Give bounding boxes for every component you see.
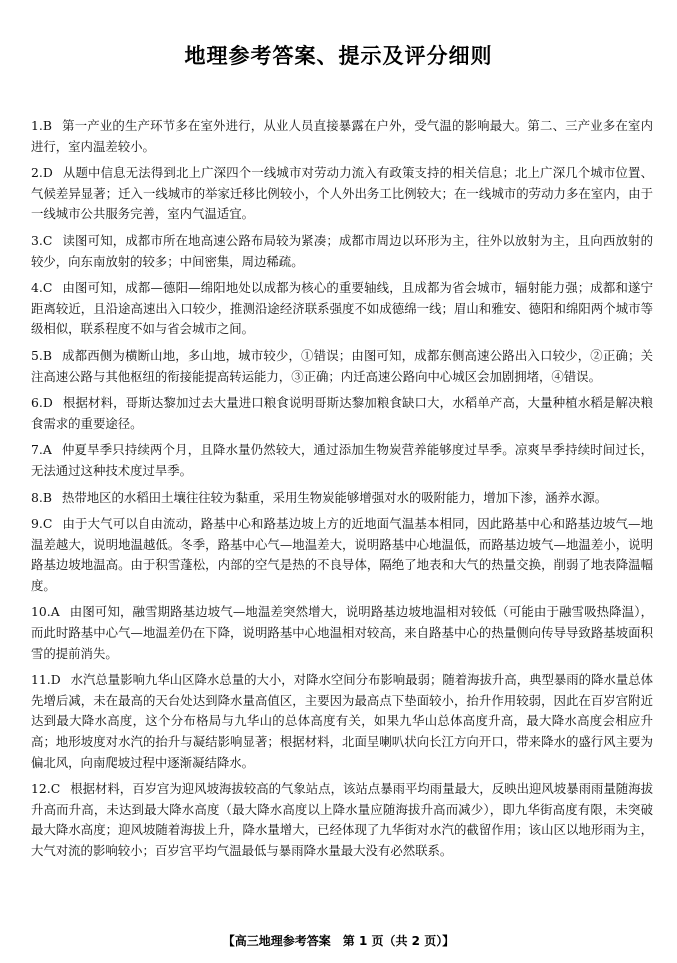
answer-explanation: 成都西侧为横断山地，多山地，城市较少，①错误；由图可知，成都东侧高速公路出入口较少，②正确；关注高速公路与其他枢纽的衔接能提高转运能力，③正确；内迁高速公路向中心城区会加剧拥堵，④错误。 (31, 347, 653, 384)
answer-item (31, 393, 653, 434)
answer-number: 3.C (31, 232, 53, 248)
answer-number: 12.C (31, 781, 61, 797)
answer-explanation: 第一产业的生产环节多在室外进行，从业人员直接暴露在户外，受气温的影响最大。第二、三产业多在室内进行，室内温差较小。 (31, 118, 653, 154)
answer-item (31, 163, 653, 225)
answer-number: 4.C (31, 280, 53, 296)
answer-explanation: 由图可知，融雪期路基边坡气—地温差突然增大，说明路基边坡地温相对较低（可能由于融雪吸热降温），而此时路基中心气—地温差仍在下降，说明路基中心地温相对较高，来自路基中心的热量侧向传导导致路基坡面积雪的提前消失。 (31, 604, 653, 661)
answer-explanation: 根据材料，哥斯达黎加过去大量进口粮食说明哥斯达黎加粮食缺口大，水稻单产高，大量种植水稻是解决粮食需求的重要途径。 (31, 395, 653, 431)
answer-number: 7.A (31, 442, 52, 458)
answer-number: 2.D (31, 165, 53, 181)
answer-item (31, 231, 653, 272)
answer-item (31, 440, 653, 481)
page-title: 地理参考答案、提示及评分细则 (184, 44, 493, 68)
answer-explanation: 热带地区的水稻田土壤往往较为黏重，采用生物炭能够增强对水的吸附能力，增加下渗，涵养水源。 (61, 489, 608, 505)
answer-item (31, 278, 653, 340)
answer-number: 8.B (31, 489, 52, 505)
answer-explanation: 从题中信息无法得到北上广深四个一线城市对劳动力流入有政策支持的相关信息；北上广深几个城市位置、气候差异显著；迁入一线城市的举家迁移比例较小，个人外出务工比例较大；在一线城市的劳动力多在室内，由于一线城市公共服务完善，室内气温适宜。 (31, 165, 653, 222)
answer-explanation: 由图可知，成都—德阳—绵阳地处以成都为核心的重要轴线，且成都为省会城市，辐射能力强；成都和遂宁距离较近，且沿途高速出入口较少，推测沿途经济联系强度不如成德绵一线；眉山和雅安、德阳和绵阳两个城市等级相似，联系程度不如与省会城市之间。 (31, 280, 653, 337)
answer-explanation: 根据材料，百岁宫为迎风坡海拔较高的气象站点，该站点暴雨平均雨量最大，反映出迎风坡暴雨雨量随海拔升高而升高，未达到最大降水高度（最大降水高度以上降水量应随海拔升高而减少），即九华街高度有限，未突破最大降水高度；迎风坡随着海拔上升，降水量增大，已经体现了九华街对水汽的截留作用；该山区以地形雨为主，大气对流的影响较小；百岁宫平均气温最低与暴雨降水量最大没有必然联系。 (31, 781, 653, 858)
answer-number: 10.A (31, 604, 60, 620)
answer-number: 1.B (31, 118, 52, 133)
page-footer: 【高三地理参考答案 第 1 页（共 2 页）】 (222, 934, 455, 948)
answer-item (31, 488, 653, 509)
answer-number: 5.B (31, 347, 52, 363)
answer-item (31, 514, 653, 596)
answer-explanation: 读图可知，成都市所在地高速公路布局较为紧凑；成都市周边以环形为主，往外以放射为主，且向西放射的较少，向东南放射的较多；中间密集，周边稀疏。 (31, 232, 653, 269)
answer-list (31, 116, 653, 868)
answer-item (31, 670, 653, 773)
answer-explanation: 水汽总量影响九华山区降水总量的大小，对降水空间分布影响最弱；随着海拔升高，典型暴雨的降水量总体先增后减，未在最高的天台处达到降水量高值区，主要因为最高点下垫面较小，抬升作用较弱，因此在百岁宫附近达到最大降水高度，这个分布格局与九华山的总体高度有关，如果九华山总体高度升高，最大降水高度会相应升高；地形坡度对水汽的抬升与凝结影响显著；根据材料，北面呈喇叭状向长江方向开口，带来降水的盛行风主要为偏北风，向南爬坡过程中逐渐凝结降水。 (31, 672, 653, 770)
answer-item (31, 602, 653, 664)
answer-number: 6.D (31, 395, 53, 411)
answer-number: 9.C (31, 516, 53, 532)
answer-item (31, 116, 653, 157)
answer-number: 11.D (31, 672, 61, 688)
answer-explanation: 仲夏旱季只持续两个月，且降水量仍然较大，通过添加生物炭营养能够度过旱季。凉爽旱季持续时间过长，无法通过这种技术度过旱季。 (31, 442, 653, 478)
answer-explanation: 由于大气可以自由流动，路基中心和路基边坡上方的近地面气温基本相同，因此路基中心和路基边坡气—地温差越大，说明地温越低。冬季，路基中心气—地温差大，说明路基中心地温低，而路基边坡气—地温差小，说明路基边坡地温高。由于积雪蓬松，内部的空气是热的不良导体，隔绝了地表和大气的热量交换，削弱了地表降温幅度。 (31, 516, 653, 593)
answer-item (31, 346, 653, 387)
answer-item (31, 779, 653, 861)
